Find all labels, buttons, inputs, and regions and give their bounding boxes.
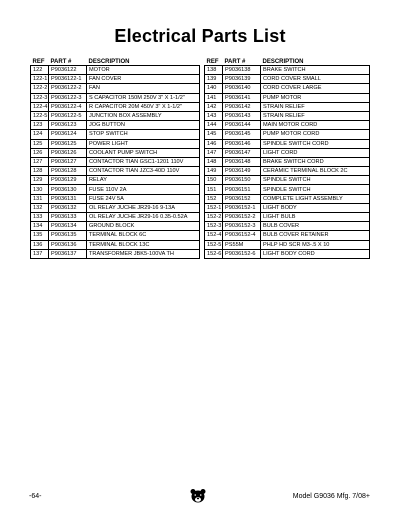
table-row <box>31 185 200 194</box>
table-header-row <box>31 55 200 66</box>
description-cell: CORD COVER SMALL <box>261 75 370 84</box>
part-number-cell: P9036128 <box>49 167 87 176</box>
part-number-cell: P9036143 <box>223 111 261 120</box>
table-row <box>205 75 370 84</box>
part-number-cell: P9036127 <box>49 157 87 166</box>
parts-table-left-body <box>31 66 200 259</box>
description-cell: TERMINAL BLOCK 13C <box>87 240 200 249</box>
table-row <box>205 102 370 111</box>
part-number-cell: P9036148 <box>223 157 261 166</box>
description-cell: MAIN MOTOR CORD <box>261 121 370 130</box>
part-number-cell: P9036150 <box>223 176 261 185</box>
description-cell: COMPLETE LIGHT ASSEMBLY <box>261 194 370 203</box>
part-number-cell: P9036131 <box>49 194 87 203</box>
part-number-cell: P9036152-6 <box>223 249 261 258</box>
table-row <box>205 157 370 166</box>
description-cell: CORD COVER LARGE <box>261 84 370 93</box>
part-number-cell: P9036147 <box>223 148 261 157</box>
table-row <box>205 167 370 176</box>
part-number-cell: P9036152-1 <box>223 203 261 212</box>
part-number-cell: P9036132 <box>49 203 87 212</box>
part-number-cell: P9036152-4 <box>223 231 261 240</box>
description-cell: BULB COVER <box>261 222 370 231</box>
ref-cell: 139 <box>205 75 223 84</box>
ref-cell: 135 <box>31 231 49 240</box>
part-number-cell: P9036136 <box>49 240 87 249</box>
part-number-cell: P9036138 <box>223 66 261 75</box>
part-number-cell: P9036141 <box>223 93 261 102</box>
ref-cell: 122-4 <box>31 102 49 111</box>
description-cell: OL RELAY JUCHE JR29-16 9-13A <box>87 203 200 212</box>
ref-cell: 122 <box>31 66 49 75</box>
ref-column-header: REF <box>205 55 223 66</box>
description-cell: FAN COVER <box>87 75 200 84</box>
description-cell: TERMINAL BLOCK 6C <box>87 231 200 240</box>
table-row <box>205 231 370 240</box>
ref-cell: 151 <box>205 185 223 194</box>
ref-cell: 141 <box>205 93 223 102</box>
description-cell: BRAKE SWITCH CORD <box>261 157 370 166</box>
description-cell: COOLANT PUMP SWITCH <box>87 148 200 157</box>
description-cell: OL RELAY JUCHE JR29-16 0.35-0.52A <box>87 213 200 222</box>
description-cell: PUMP MOTOR CORD <box>261 130 370 139</box>
description-cell: FAN <box>87 84 200 93</box>
part-number-cell: P9036142 <box>223 102 261 111</box>
table-row <box>205 185 370 194</box>
parts-table-right-body <box>205 66 370 259</box>
part-number-cell: P9036144 <box>223 121 261 130</box>
part-number-cell: P9036122-1 <box>49 75 87 84</box>
part-number-cell: PS55M <box>223 240 261 249</box>
ref-cell: 127 <box>31 157 49 166</box>
table-row <box>31 222 200 231</box>
description-cell: R CAPACITOR 20M 450V 3" X 1-1/2" <box>87 102 200 111</box>
table-row <box>205 203 370 212</box>
table-row <box>31 231 200 240</box>
ref-cell: 131 <box>31 194 49 203</box>
description-cell: PUMP MOTOR <box>261 93 370 102</box>
ref-cell: 134 <box>31 222 49 231</box>
table-row <box>31 84 200 93</box>
table-row <box>31 167 200 176</box>
ref-cell: 148 <box>205 157 223 166</box>
description-cell: SPINDLE SWITCH CORD <box>261 139 370 148</box>
description-cell: LIGHT BULB <box>261 213 370 222</box>
table-row <box>205 213 370 222</box>
model-info: Model G9036 Mfg. 7/08+ <box>292 493 370 500</box>
description-cell: STOP SWITCH <box>87 130 200 139</box>
part-number-cell: P9036135 <box>49 231 87 240</box>
ref-cell: 122-1 <box>31 75 49 84</box>
page-number: -64- <box>29 493 42 500</box>
description-cell: CERAMIC TERMINAL BLOCK 2C <box>261 167 370 176</box>
part-number-cell: P9036130 <box>49 185 87 194</box>
part-column-header: PART # <box>223 55 261 66</box>
table-row <box>205 222 370 231</box>
description-cell: LIGHT BODY <box>261 203 370 212</box>
description-column-header: DESCRIPTION <box>261 55 370 66</box>
part-number-cell: P9036122 <box>49 66 87 75</box>
ref-cell: 130 <box>31 185 49 194</box>
part-number-cell: P9036140 <box>223 84 261 93</box>
table-row <box>31 102 200 111</box>
description-cell: POWER LIGHT <box>87 139 200 148</box>
description-cell: LIGHT CORD <box>261 148 370 157</box>
ref-cell: 150 <box>205 176 223 185</box>
ref-cell: 144 <box>205 121 223 130</box>
ref-cell: 152-1 <box>205 203 223 212</box>
part-number-cell: P9036139 <box>223 75 261 84</box>
ref-cell: 152 <box>205 194 223 203</box>
ref-cell: 129 <box>31 176 49 185</box>
table-row <box>205 130 370 139</box>
ref-cell: 152-2 <box>205 213 223 222</box>
part-number-cell: P9036125 <box>49 139 87 148</box>
description-cell: CONTACTOR TIAN JZC3-40D 110V <box>87 167 200 176</box>
table-row <box>205 194 370 203</box>
description-cell: MOTOR <box>87 66 200 75</box>
description-cell: CONTACTOR TIAN GSC1-1201 110V <box>87 157 200 166</box>
ref-cell: 126 <box>31 148 49 157</box>
ref-cell: 132 <box>31 203 49 212</box>
ref-cell: 149 <box>205 167 223 176</box>
ref-cell: 143 <box>205 111 223 120</box>
table-row <box>205 66 370 75</box>
description-cell: TRANSFORMER JBK5-100VA TH <box>87 249 200 258</box>
ref-cell: 147 <box>205 148 223 157</box>
table-row <box>31 176 200 185</box>
ref-cell: 128 <box>31 167 49 176</box>
ref-cell: 146 <box>205 139 223 148</box>
table-row <box>205 240 370 249</box>
part-number-cell: P9036152-3 <box>223 222 261 231</box>
table-header-row <box>205 55 370 66</box>
ref-cell: 133 <box>31 213 49 222</box>
part-number-cell: P9036134 <box>49 222 87 231</box>
ref-cell: 142 <box>205 102 223 111</box>
description-cell: LIGHT BODY CORD <box>261 249 370 258</box>
table-row <box>31 213 200 222</box>
description-cell: JOG BUTTON <box>87 121 200 130</box>
ref-cell: 152-5 <box>205 240 223 249</box>
table-row <box>31 75 200 84</box>
description-cell: STRAIN RELIEF <box>261 102 370 111</box>
ref-cell: 152-6 <box>205 249 223 258</box>
description-cell: SPINDLE SWITCH <box>261 185 370 194</box>
table-row <box>31 66 200 75</box>
parts-table-left <box>30 55 200 259</box>
table-row <box>31 130 200 139</box>
description-cell: PHLP HD SCR M3-.5 X 10 <box>261 240 370 249</box>
bear-head-logo-icon <box>189 488 207 504</box>
ref-cell: 136 <box>31 240 49 249</box>
table-row <box>205 139 370 148</box>
table-row <box>31 157 200 166</box>
part-number-cell: P9036122-4 <box>49 102 87 111</box>
table-row <box>205 249 370 258</box>
table-row <box>31 148 200 157</box>
part-number-cell: P9036152 <box>223 194 261 203</box>
description-cell: BULB COVER RETAINER <box>261 231 370 240</box>
ref-cell: 125 <box>31 139 49 148</box>
part-number-cell: P9036146 <box>223 139 261 148</box>
table-row <box>205 84 370 93</box>
table-row <box>205 176 370 185</box>
table-row <box>31 249 200 258</box>
ref-cell: 122-2 <box>31 84 49 93</box>
ref-cell: 152-4 <box>205 231 223 240</box>
description-cell: JUNCTION BOX ASSEMBLY <box>87 111 200 120</box>
part-number-cell: P9036152-2 <box>223 213 261 222</box>
ref-cell: 138 <box>205 66 223 75</box>
table-row <box>31 194 200 203</box>
ref-cell: 123 <box>31 121 49 130</box>
ref-cell: 145 <box>205 130 223 139</box>
ref-cell: 122-3 <box>31 93 49 102</box>
part-number-cell: P9036122-2 <box>49 84 87 93</box>
ref-cell: 122-5 <box>31 111 49 120</box>
part-number-cell: P9036122-3 <box>49 93 87 102</box>
description-cell: RELAY <box>87 176 200 185</box>
part-column-header: PART # <box>49 55 87 66</box>
description-cell: GROUND BLOCK <box>87 222 200 231</box>
table-row <box>31 203 200 212</box>
description-cell: BRAKE SWITCH <box>261 66 370 75</box>
description-column-header: DESCRIPTION <box>87 55 200 66</box>
ref-cell: 152-3 <box>205 222 223 231</box>
description-cell: FUSE 24V 5A <box>87 194 200 203</box>
ref-column-header: REF <box>31 55 49 66</box>
description-cell: SPINDLE SWITCH <box>261 176 370 185</box>
description-cell: FUSE 110V 2A <box>87 185 200 194</box>
table-row <box>31 111 200 120</box>
table-row <box>205 148 370 157</box>
description-cell: STRAIN RELIEF <box>261 111 370 120</box>
part-number-cell: P9036137 <box>49 249 87 258</box>
table-row <box>205 93 370 102</box>
parts-table-right <box>204 55 370 259</box>
table-row <box>205 111 370 120</box>
table-row <box>31 139 200 148</box>
part-number-cell: P9036126 <box>49 148 87 157</box>
table-row <box>31 93 200 102</box>
ref-cell: 140 <box>205 84 223 93</box>
ref-cell: 124 <box>31 130 49 139</box>
part-number-cell: P9036123 <box>49 121 87 130</box>
part-number-cell: P9036124 <box>49 130 87 139</box>
part-number-cell: P9036151 <box>223 185 261 194</box>
part-number-cell: P9036149 <box>223 167 261 176</box>
description-cell: S CAPACITOR 150M 250V 3" X 1-1/2" <box>87 93 200 102</box>
table-row <box>31 121 200 130</box>
part-number-cell: P9036122-5 <box>49 111 87 120</box>
part-number-cell: P9036145 <box>223 130 261 139</box>
part-number-cell: P9036133 <box>49 213 87 222</box>
part-number-cell: P9036129 <box>49 176 87 185</box>
table-row <box>31 240 200 249</box>
table-row <box>205 121 370 130</box>
page-title: Electrical Parts List <box>114 26 286 46</box>
ref-cell: 137 <box>31 249 49 258</box>
